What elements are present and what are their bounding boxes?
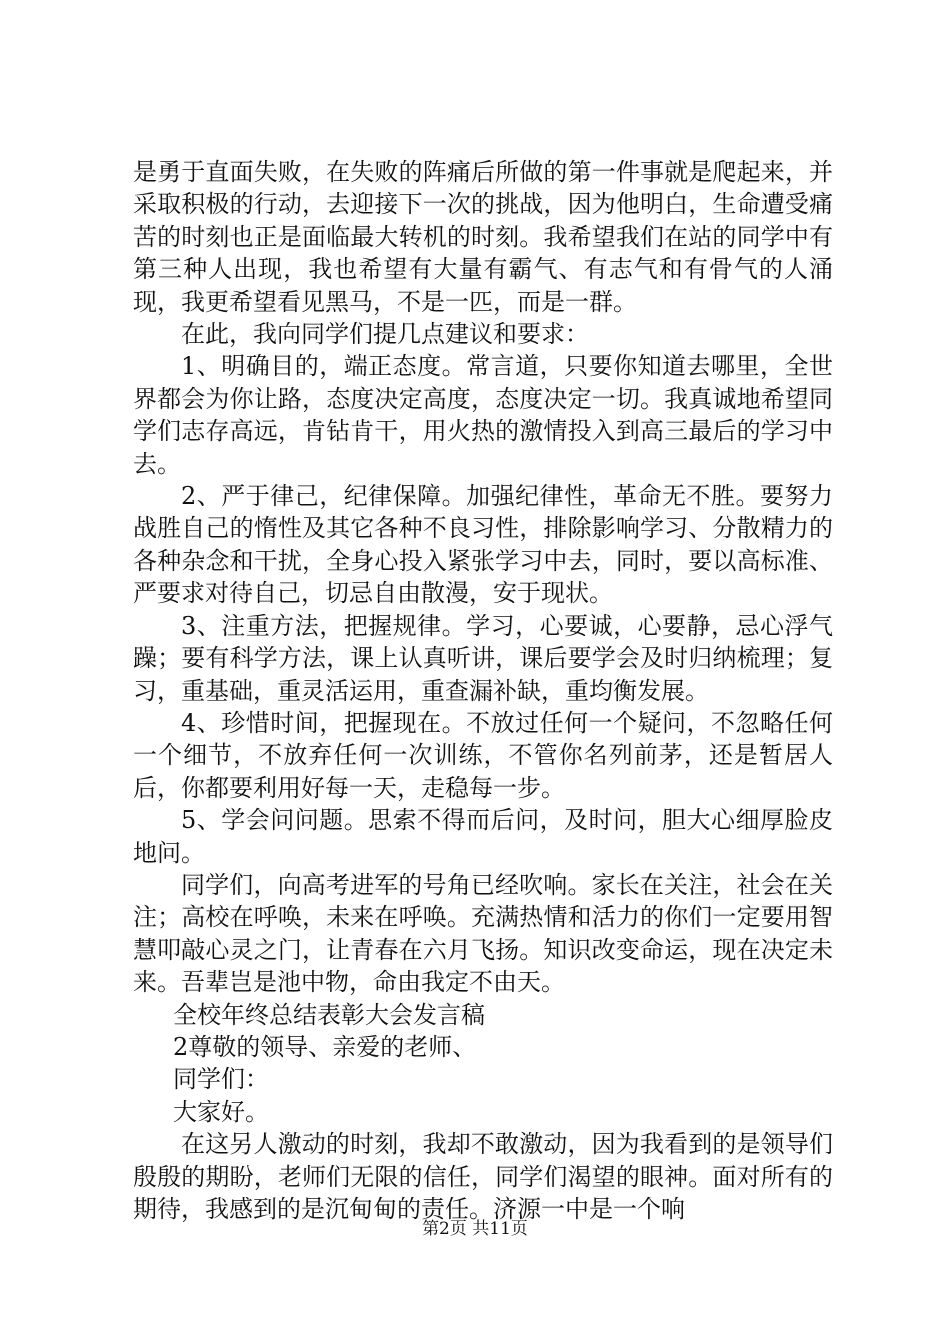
section-title: 全校年终总结表彰大会发言稿 (173, 1000, 485, 1029)
greeting-line: 大家好。 (173, 1097, 269, 1126)
paragraph-6: 4、珍惜时间，把握现在。不放过任何一个疑问，不忽略任何一个细节，不放弃任何一次训练，不管你名列前茅，还是暂居人后，你都要利用好每一天，走稳每一步。 (133, 708, 833, 802)
paragraph-9: 在这另人激动的时刻，我却不敢激动，因为我看到的是领导们殷殷的期盼，老师们无限的信任，同学们渴望的眼神。面对所有的期待，我感到的是沉甸甸的责任。济源一中是一个响 (133, 1130, 833, 1223)
paragraph-5: 3、注重方法，把握规律。学习，心要诚，心要静，忌心浮气躁；要有科学方法，课上认真听讲，课后要学会及时归纳梳理；复习，重基础，重灵活运用，重查漏补缺，重均衡发展。 (133, 611, 833, 705)
document-body (133, 156, 833, 1225)
paragraph-7: 5、学会问问题。思索不得而后问，及时问，胆大心细厚脸皮地问。 (133, 806, 833, 867)
salutation-line: 2尊敬的领导、亲爱的老师、 (173, 1032, 477, 1061)
paragraph-8: 同学们，向高考进军的号角已经吹响。家长在关注，社会在关注；高校在呼唤，未来在呼唤。充满热情和活力的你们一定要用智慧叩敲心灵之门，让青春在六月飞扬。知识改变命运，现在决定未来。吾辈岂是池中物，命由我定不由天。 (133, 870, 833, 997)
salutation-line-2: 同学们： (173, 1065, 269, 1094)
page-number-footer: 第2页 共11页 (422, 1219, 528, 1239)
paragraph-3: 1、明确目的，端正态度。常言道，只要你知道去哪里，全世界都会为你让路，态度决定高度，态度决定一切。我真诚地希望同学们志存高远，肯钻肯干，用火热的激情投入到高三最后的学习中去。 (133, 352, 833, 478)
paragraph-1: 是勇于直面失败，在失败的阵痛后所做的第一件事就是爬起来，并采取积极的行动，去迎接下一次的挑战，因为他明白，生命遭受痛苦的时刻也正是面临最大转机的时刻。我希望我们在站的同学中有第三种人出现，我也希望有大量有霸气、有志气和有骨气的人涌现，我更希望看见黑马，不是一匹，而是一群。 (133, 158, 833, 316)
paragraph-2: 在此，我向同学们提几点建议和要求： (181, 320, 589, 349)
paragraph-4: 2、严于律己，纪律保障。加强纪律性，革命无不胜。要努力战胜自己的惰性及其它各种不良习性，排除影响学习、分散精力的各种杂念和干扰，全身心投入紧张学习中去，同时，要以高标准、严要求对待自己，切忌自由散漫，安于现状。 (133, 482, 833, 608)
